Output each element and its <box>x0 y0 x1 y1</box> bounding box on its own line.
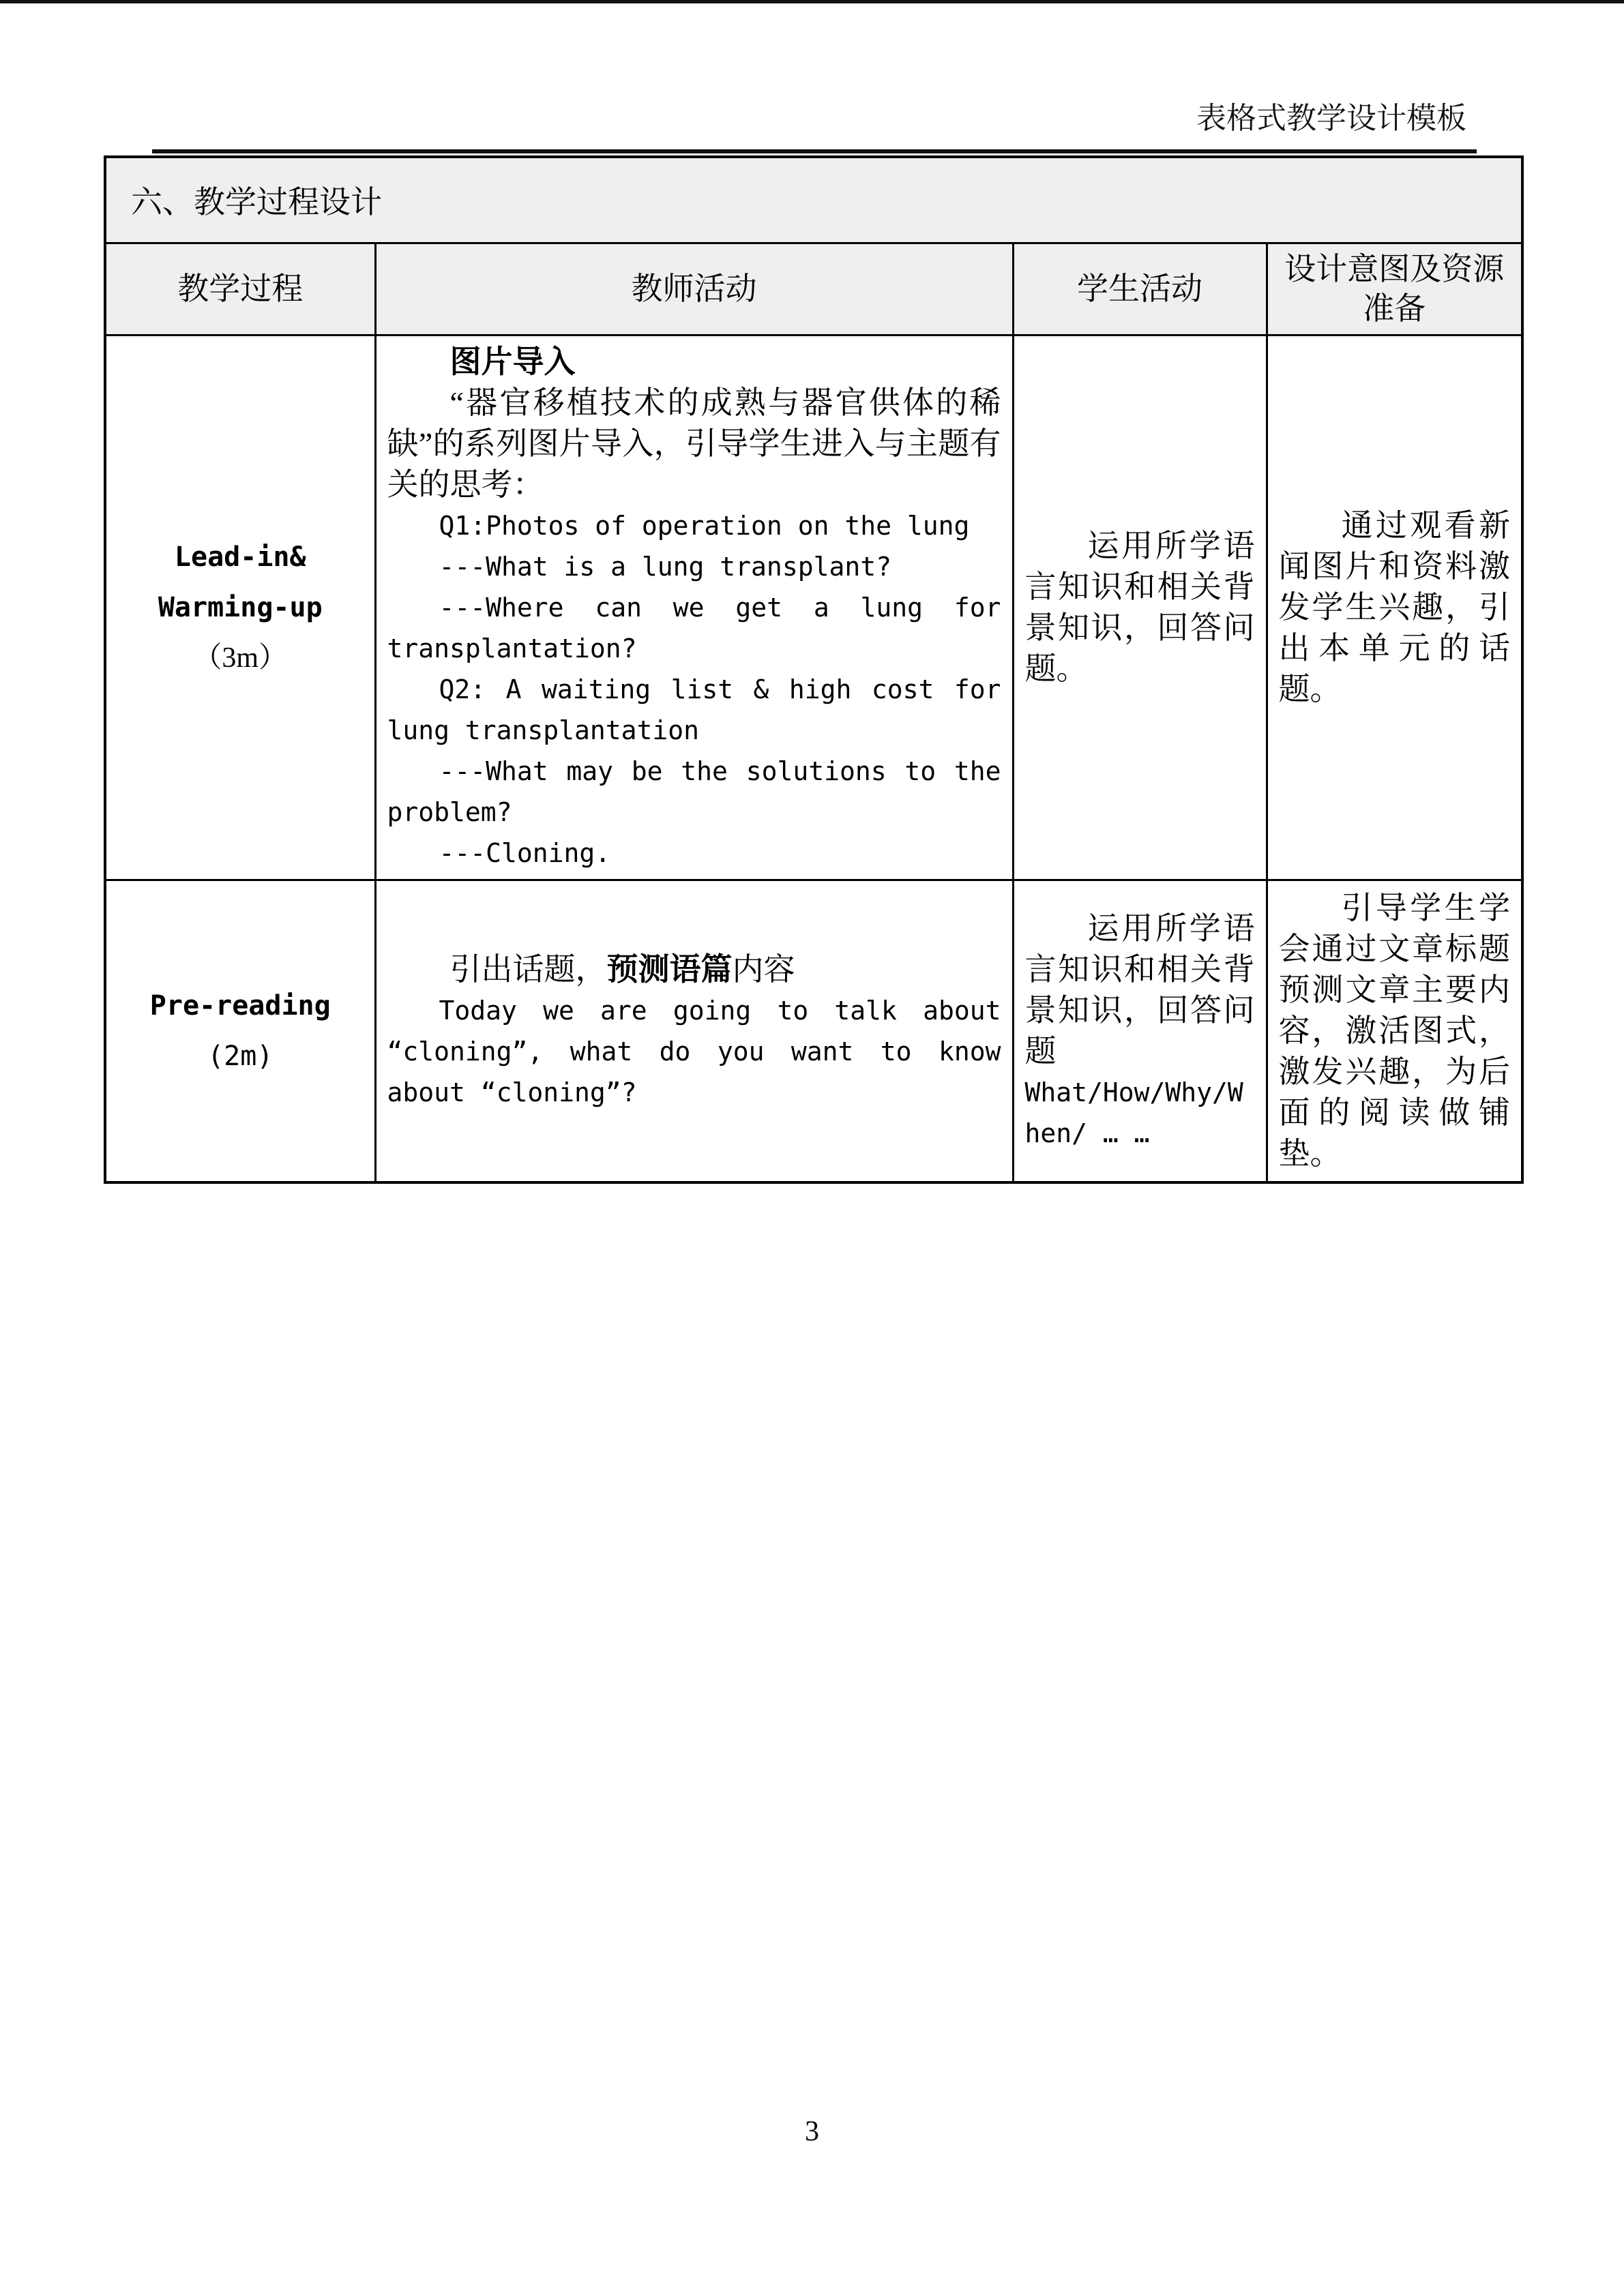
intro-prefix: 引出话题， <box>449 951 607 987</box>
header-title: 表格式教学设计模板 <box>1196 102 1466 135</box>
student-question-words: What/How/Why/When/ … … <box>1024 1077 1243 1148</box>
student-paragraph: 运用所学语言知识和相关背景知识，回答问题 <box>1024 910 1255 1069</box>
teacher-paragraph: ---Where can we get a lung for transplantation? <box>387 592 1001 664</box>
teacher-paragraph: ---Cloning. <box>439 837 611 868</box>
section-title-row <box>105 157 1522 243</box>
intent-paragraph: 通过观看新闻图片和资料激发学生兴趣，引出本单元的话题。 <box>1278 507 1510 706</box>
table-header-row <box>105 243 1522 335</box>
stage-duration: (2m) <box>207 1040 274 1072</box>
student-paragraph: 运用所学语言知识和相关背景知识，回答问题。 <box>1024 528 1255 686</box>
design-intent-cell <box>1267 335 1522 880</box>
col-header-student: 学生活动 <box>1013 243 1267 335</box>
col-header-teacher: 教师活动 <box>375 243 1013 335</box>
col-header-process: 教学过程 <box>105 243 375 335</box>
intro-bold-phrase: 预测语篇 <box>606 951 733 987</box>
teacher-paragraph: “器官移植技术的成熟与器官供体的稀缺”的系列图片导入，引导学生进入与主题有关的思考： <box>387 385 1001 502</box>
stage-duration: （3m） <box>193 642 288 674</box>
page-number: 3 <box>805 2116 819 2147</box>
teacher-activity-cell <box>375 880 1013 1182</box>
teacher-paragraph: Q2: A waiting list & high cost for lung transplantation <box>387 674 1001 745</box>
table-row-lead-in <box>105 335 1522 880</box>
student-activity-cell <box>1013 335 1267 880</box>
stage-name-line: Pre-reading <box>149 989 331 1022</box>
intent-paragraph: 引导学生学会通过文章标题预测文章主要内容，激活图式，激发兴趣，为后面的阅读做铺垫。 <box>1278 890 1510 1171</box>
design-intent-cell <box>1267 880 1522 1182</box>
stage-cell-lead-in <box>105 335 375 880</box>
page-top-border <box>0 0 1624 3</box>
stage-name-line: Lead-in& <box>174 541 306 573</box>
student-activity-cell <box>1013 880 1267 1182</box>
col-header-intent: 设计意图及资源准备 <box>1267 243 1522 335</box>
teacher-heading: 图片导入 <box>449 344 576 379</box>
stage-name-line: Warming-up <box>158 591 323 623</box>
teacher-paragraph: ---What may be the solutions to the problem? <box>387 756 1001 827</box>
teaching-process-table <box>104 155 1524 1184</box>
teacher-paragraph: Q1:Photos of operation on the lung <box>439 510 970 541</box>
section-title: 六、教学过程设计 <box>105 157 1522 243</box>
document-header <box>0 101 1466 136</box>
header-rule <box>152 149 1477 153</box>
teacher-paragraph: Today we are going to talk about “cloning”, what do you want to know about “cloning”? <box>387 995 1001 1107</box>
intro-suffix: 内容 <box>732 951 795 987</box>
stage-cell-pre-reading <box>105 880 375 1182</box>
teacher-intro-line <box>387 949 1001 990</box>
teacher-activity-cell <box>375 335 1013 880</box>
teacher-paragraph: ---What is a lung transplant? <box>439 551 891 582</box>
table-row-pre-reading <box>105 880 1522 1182</box>
